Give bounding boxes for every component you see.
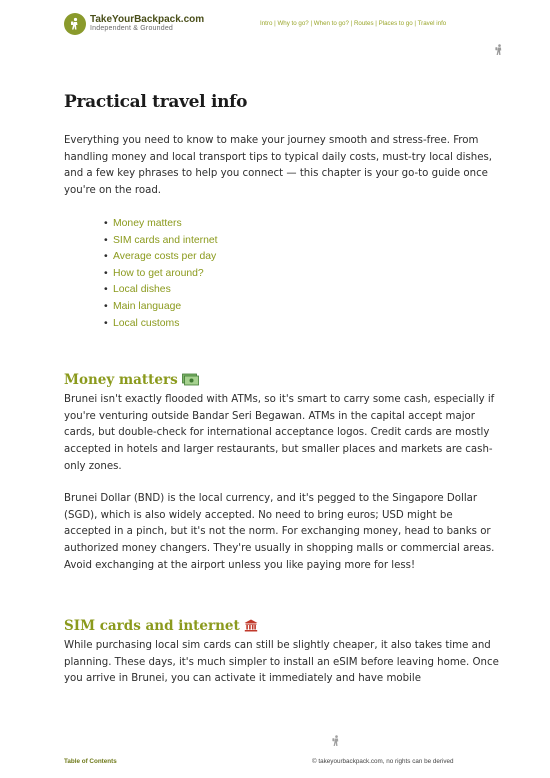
chapter-contents-list: [104, 216, 218, 332]
list-item[interactable]: • Average costs per day: [104, 251, 217, 263]
toc-link-local-dishes[interactable]: Local dishes: [113, 284, 171, 296]
list-item[interactable]: • Money matters: [104, 218, 182, 229]
hiker-icon: [494, 44, 504, 56]
section-title-text: SIM cards and internet: [64, 618, 240, 634]
section-title-money-matters: [64, 372, 199, 390]
list-item[interactable]: • Main language: [104, 300, 182, 312]
toc-link-main-language[interactable]: Main language: [113, 300, 182, 312]
intro-paragraph: Everything you need to know to make your journey smooth and stress-free. From handling money and local transport tips to typical daily costs, must-try local dishes, and a few key phrases to help you connect — this chapter is your go-to guide once you're on the road.: [64, 135, 493, 197]
nav-link-routes[interactable]: Routes: [353, 20, 374, 27]
section-title-text: Money matters: [64, 372, 178, 388]
page-header: [0, 0, 550, 55]
list-item[interactable]: • Local dishes: [104, 284, 171, 296]
nav-link-why-to-go[interactable]: Why to go?: [277, 20, 309, 27]
toc-link-average-costs[interactable]: Average costs per day: [113, 251, 217, 263]
money-paragraph-2: Brunei Dollar (BND) is the local currency, and it's pegged to the Singapore Dollar (SGD), which is also widely accepted. No need to bring euros; USD might be accepted in a pinch, but it's not the norm. For exchanging money, head to banks or authorized money changers. They're usually in shopping malls or commercial areas. Avoid exchanging at the airport unless you like paying more for less!: [64, 493, 495, 571]
top-navigation: Intro | Why to go? | When to go? | Routes | Places to go | Travel info: [260, 20, 447, 27]
toc-link-sim-cards[interactable]: SIM cards and internet: [113, 234, 218, 246]
building-icon: [244, 619, 258, 636]
table-of-contents-link[interactable]: Table of Contents: [64, 758, 117, 765]
brand-name[interactable]: TakeYourBackpack.com: [90, 14, 205, 25]
nav-link-places-to-go[interactable]: Places to go: [378, 20, 413, 27]
toc-link-get-around[interactable]: How to get around?: [113, 267, 204, 279]
list-item[interactable]: • Local customs: [104, 317, 180, 329]
toc-link-money-matters[interactable]: Money matters: [113, 218, 182, 229]
toc-link-local-customs[interactable]: Local customs: [113, 317, 180, 329]
brand-tagline: Independent & Grounded: [90, 25, 174, 32]
nav-link-travel-info[interactable]: Travel info: [417, 20, 447, 27]
logo[interactable]: [64, 13, 86, 35]
hiker-icon: [331, 735, 341, 747]
list-item[interactable]: • SIM cards and internet: [104, 234, 218, 246]
money-paragraph-1: Brunei isn't exactly flooded with ATMs, so it's smart to carry some cash, especially if you're venturing outside Bandar Seri Begawan. ATMs in the capital accept major cards, but double-check for international acceptance logos. Credit cards are mostly accepted in hotels and larger restaurants, but smaller places and markets are cash-only zones.: [64, 394, 495, 472]
money-icon: [182, 373, 199, 390]
nav-link-when-to-go[interactable]: When to go?: [313, 20, 349, 27]
sim-paragraph-1: While purchasing local sim cards can still be slightly cheaper, it also takes time and planning. These days, it's much simpler to install an eSIM before leaving home. Once you arrive in Brunei, you can activate it immediately and have mobile: [64, 640, 499, 685]
section-title-sim-cards: [64, 618, 258, 636]
page-title: Practical travel info: [64, 92, 248, 112]
list-item[interactable]: • How to get around?: [104, 267, 204, 279]
copyright-notice: © takeyourbackpack.com, no rights can be derived: [312, 758, 454, 765]
nav-link-intro[interactable]: Intro: [260, 20, 273, 27]
hiker-icon: [68, 17, 82, 31]
